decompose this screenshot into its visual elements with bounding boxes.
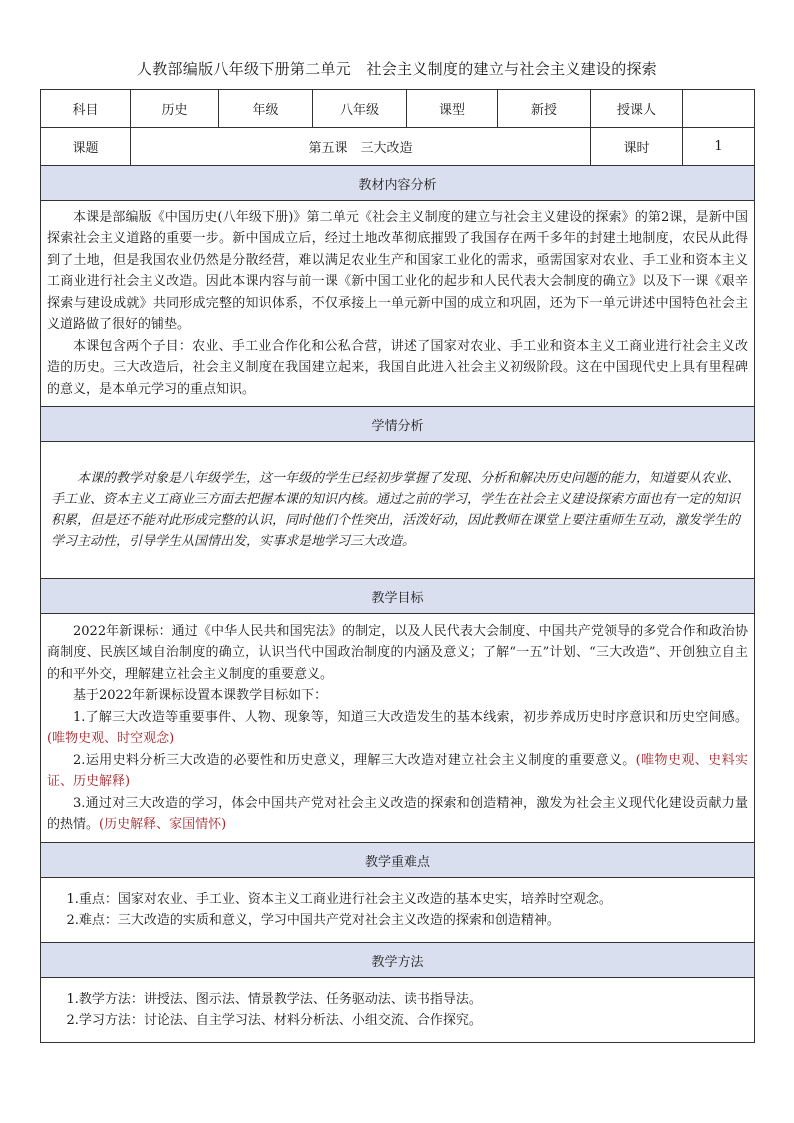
type-value: 新授 bbox=[498, 90, 591, 128]
section-head-goals bbox=[41, 579, 755, 614]
section-head-methods bbox=[41, 943, 755, 978]
analysis-paragraph: 本课是部编版《中国历史(八年级下册)》第二单元《社会主义制度的建立与社会主义建设的探索》的第2课，是新中国探索社会主义道路的重要一步。新中国成立后，经过土地改革彻底摧毁了我国存在两千多年的封建土地制度，农民从此得到了土地，但是我国农业仍然是分散经营，难以满足农业生产和国家工业化的需求，亟需国家对农业、手工业和资本主义工商业进行社会主义改造。因此本课内容与前一课《新中国工业化的起步和人民代表大会制度的确立》以及下一课《艰辛探索与建设成就》共同形成完整的知识体系，不仅承接上一单元新中国的成立和巩固，还为下一单元讲述中国特色社会主义道路做了很好的铺垫。 bbox=[47, 209, 748, 333]
section-body-analysis bbox=[41, 201, 755, 407]
students-paragraph: 本课的教学对象是八年级学生，这一年级的学生已经初步掌握了发现、分析和解决历史问题的能力，知道要从农业、手工业、资本主义工商业三方面去把握本课的知识内核。通过之前的学习，学生在社会主义建设探索方面也有一定的知识积累，但是还不能对此形成完整的认识，同时他们个性突出，活泼好动，因此教师在课堂上要注重师生互动，激发学生的学习主动性，引导学生从国情出发，实事求是地学习三大改造。 bbox=[51, 471, 741, 549]
subject-label: 科目 bbox=[41, 90, 131, 128]
teacher-label: 授课人 bbox=[591, 90, 683, 128]
lesson-plan-table bbox=[40, 89, 755, 1043]
grade-value: 八年级 bbox=[313, 90, 407, 128]
hours-label: 课时 bbox=[591, 128, 683, 166]
competency-tag: (历史解释、家国情怀) bbox=[99, 817, 227, 832]
goal-item-1 bbox=[47, 707, 748, 750]
section-body-goals bbox=[41, 614, 755, 843]
goals-paragraph: 2022年新课标：通过《中华人民共和国宪法》的制定，以及人民代表大会制度、中国共产党领导的多党合作和政治协商制度、民族区域自治制度的确立，认识当代中国政治制度的内涵及意义；了解“一五”计划、“三大改造”、开创独立自主的和平外交，理解建立社会主义制度的重要意义。 bbox=[47, 623, 748, 682]
method-item: 1.教学方法：讲授法、图示法、情景教学法、任务驱动法、读书指导法。 bbox=[66, 991, 482, 1007]
analysis-paragraph: 本课包含两个子目：农业、手工业合作化和公私合营，讲述了国家对农业、手工业和资本主义工商业进行社会主义改造的历史。三大改造后，社会主义制度在我国建立起来，我国自此进入社会主义初级阶段。这在中国现代史上具有里程碑的意义，是本单元学习的重点知识。 bbox=[47, 338, 748, 397]
methods-body bbox=[41, 978, 755, 1043]
methods-heading: 教学方法 bbox=[41, 943, 755, 978]
header-row-2 bbox=[41, 128, 755, 166]
competency-tag: (唯物史观、史料实证、历史解释) bbox=[47, 752, 748, 789]
section-body-students bbox=[41, 442, 755, 579]
keypoint-item: 1.重点：国家对农业、手工业、资本主义工商业进行社会主义改造的基本史实，培养时空观念。 bbox=[66, 891, 612, 907]
section-body-methods bbox=[41, 978, 755, 1043]
analysis-heading: 教材内容分析 bbox=[41, 166, 755, 201]
subject-value: 历史 bbox=[131, 90, 219, 128]
goal-text: 3.通过对三大改造的学习，体会中国共产党对社会主义改造的探索和创造精神，激发为社会主义现代化建设贡献力量的热情。 bbox=[47, 795, 748, 832]
goals-paragraph: 基于2022年新课标设置本课教学目标如下： bbox=[73, 688, 328, 703]
grade-label: 年级 bbox=[219, 90, 313, 128]
topic-value: 第五课 三大改造 bbox=[131, 128, 591, 166]
hours-value: 1 bbox=[683, 128, 755, 166]
section-body-keypoints bbox=[41, 878, 755, 943]
type-label: 课型 bbox=[407, 90, 498, 128]
section-head-students bbox=[41, 407, 755, 442]
analysis-body bbox=[41, 201, 755, 407]
document-title: 人教部编版八年级下册第二单元 社会主义制度的建立与社会主义建设的探索 bbox=[136, 60, 658, 78]
topic-label: 课题 bbox=[41, 128, 131, 166]
goal-item-2 bbox=[47, 750, 748, 793]
goals-heading: 教学目标 bbox=[41, 579, 755, 614]
students-heading: 学情分析 bbox=[41, 407, 755, 442]
section-head-keypoints bbox=[41, 843, 755, 878]
goal-text: 2.运用史料分析三大改造的必要性和历史意义，理解三大改造对建立社会主义制度的重要意义。 bbox=[73, 752, 636, 768]
goal-item-3 bbox=[47, 793, 748, 836]
method-item: 2.学习方法：讨论法、自主学习法、材料分析法、小组交流、合作探究。 bbox=[66, 1013, 482, 1028]
keypoint-item: 2.难点：三大改造的实质和意义，学习中国共产党对社会主义改造的探索和创造精神。 bbox=[66, 913, 560, 928]
section-head-analysis bbox=[41, 166, 755, 201]
students-body bbox=[41, 442, 755, 579]
header-row-1 bbox=[41, 90, 755, 128]
teacher-value bbox=[683, 90, 755, 128]
competency-tag: (唯物史观、时空观念) bbox=[47, 731, 175, 746]
keypoints-heading: 教学重难点 bbox=[41, 843, 755, 878]
goals-body bbox=[41, 614, 755, 843]
goal-text: 1.了解三大改造等重要事件、人物、现象等，知道三大改造发生的基本线索，初步养成历史时序意识和历史空间感。 bbox=[73, 709, 748, 725]
keypoints-body bbox=[41, 878, 755, 943]
